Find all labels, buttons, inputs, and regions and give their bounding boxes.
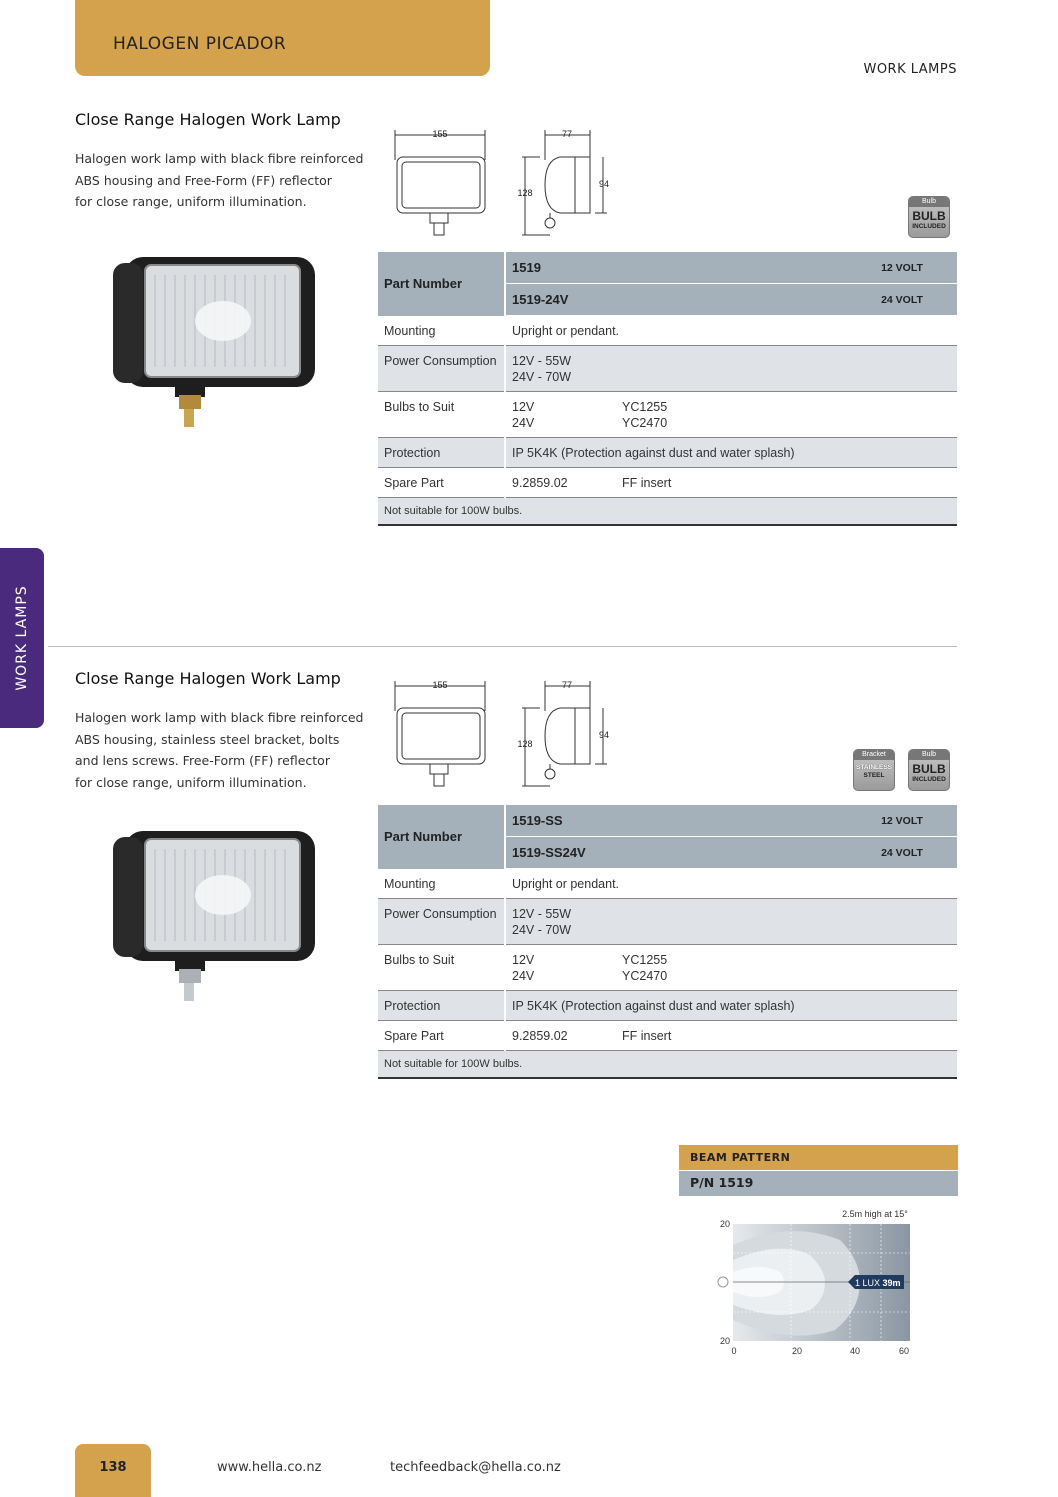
part-number-label: Part Number [378,805,505,869]
part-number-12v: 1519 [505,252,847,284]
mounting-value: Upright or pendant. [505,316,957,346]
spare-label: Spare Part [378,1021,505,1051]
page-number-box [75,1444,151,1497]
protection-value: IP 5K4K (Protection against dust and water splash) [505,438,957,468]
product-section-1 [0,110,1058,550]
dim-height2: 94 [598,730,610,740]
spare-value: 9.2859.02 FF insert [505,468,957,498]
part-number-12v: 1519-SS [505,805,847,837]
power-label: Power Consumption [378,899,505,945]
lux-label: 1 LUX [855,1278,881,1288]
x-tick: 20 [791,1346,803,1356]
section-divider [48,646,957,647]
beam-part-number: P/N 1519 [679,1171,958,1196]
lamp-origin-icon [718,1277,728,1287]
note: Not suitable for 100W bulbs. [378,1051,957,1079]
part-number-24v: 1519-SS24V [505,837,847,869]
protection-value: IP 5K4K (Protection against dust and water splash) [505,991,957,1021]
badge-bulb-included: Bulb BULB INCLUDED [908,196,950,238]
website-link[interactable]: www.hella.co.nz [217,1460,322,1475]
protection-label: Protection [378,991,505,1021]
protection-label: Protection [378,438,505,468]
product-description: Halogen work lamp with black fibre reinforced ABS housing and Free-Form (FF) reflector for close range, uniform illumination. [75,151,364,209]
volt-12: 12 VOLT [847,805,957,837]
dim-height2: 94 [598,179,610,189]
dim-height: 128 [517,188,533,198]
side-tab-label: WORK LAMPS [14,585,30,691]
dim-height: 128 [517,739,533,749]
note: Not suitable for 100W bulbs. [378,498,957,526]
part-number-24v: 1519-24V [505,284,847,316]
mounting-label: Mounting [378,869,505,899]
lux-distance: 39m [882,1278,901,1288]
power-value: 12V - 55W 24V - 70W [505,346,957,392]
bulbs-label: Bulbs to Suit [378,945,505,991]
spare-value: 9.2859.02 FF insert [505,1021,957,1051]
beam-pattern-chart [700,1200,920,1360]
dimension-diagram [385,110,625,240]
product-section-2 [0,669,1058,1109]
product-description: Halogen work lamp with black fibre reinforced ABS housing, stainless steel bracket, bolts and lens screws. Free-Form (FF) reflector for close range, uniform illumination. [75,710,364,790]
dim-width: 155 [432,129,448,139]
badge-stainless-steel: Bracket STAINLESS STEEL [853,749,895,791]
volt-24: 24 VOLT [847,837,957,869]
y-tick-bottom: 20 [719,1336,730,1346]
x-tick: 60 [898,1346,910,1356]
y-tick-top: 20 [719,1219,730,1229]
beam-pattern-header: BEAM PATTERN [679,1145,958,1170]
beam-caption: 2.5m high at 15° [842,1209,908,1219]
page-title: HALOGEN PICADOR [113,34,287,54]
page-number: 138 [99,1460,127,1475]
spec-table [378,252,957,526]
bulbs-value: 12V YC1255 24V YC2470 [505,945,957,991]
bulbs-label: Bulbs to Suit [378,392,505,438]
volt-24: 24 VOLT [847,284,957,316]
dim-width: 155 [432,680,448,690]
spec-table [378,805,957,1079]
badge-bulb-included: Bulb BULB INCLUDED [908,749,950,791]
part-number-label: Part Number [378,252,505,316]
mounting-label: Mounting [378,316,505,346]
x-tick: 0 [731,1346,737,1356]
header-bar [75,0,490,76]
x-tick: 40 [849,1346,861,1356]
product-title: Close Range Halogen Work Lamp [75,110,341,129]
email-link[interactable]: techfeedback@hella.co.nz [390,1460,561,1475]
mounting-value: Upright or pendant. [505,869,957,899]
product-title: Close Range Halogen Work Lamp [75,669,341,688]
dim-depth: 77 [561,129,573,139]
dim-depth: 77 [561,680,573,690]
bulbs-value: 12V YC1255 24V YC2470 [505,392,957,438]
category-label: WORK LAMPS [863,62,957,77]
volt-12: 12 VOLT [847,252,957,284]
power-value: 12V - 55W 24V - 70W [505,899,957,945]
spare-label: Spare Part [378,468,505,498]
lamp-photo [105,829,325,1009]
lamp-photo [105,255,325,435]
svg-text:1 LUX 39m [855,1278,901,1288]
dimension-diagram [385,669,625,799]
power-label: Power Consumption [378,346,505,392]
